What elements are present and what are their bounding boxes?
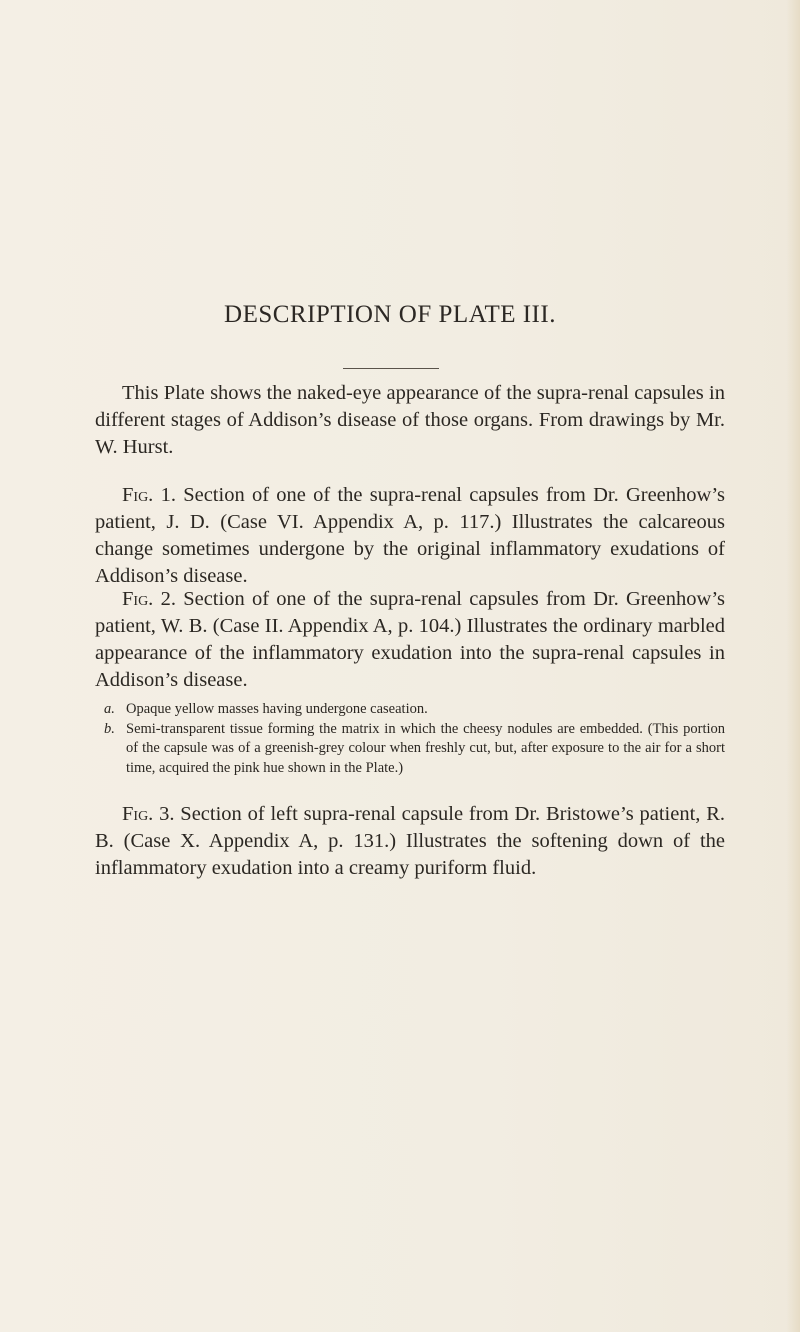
figure-2-notes: [95, 700, 725, 778]
note-a-text: Opaque yellow masses having undergone caseation.: [126, 701, 428, 717]
figure-2-paragraph: [95, 586, 725, 694]
figure-3-label: Fig.: [122, 803, 154, 825]
page-edge-shadow: [786, 0, 800, 1332]
note-b: [95, 720, 725, 779]
figure-1-paragraph: [95, 482, 725, 590]
figure-3-paragraph: [95, 801, 725, 882]
figure-1-label: Fig.: [122, 484, 154, 506]
figure-3-text: 3. Section of left supra-renal capsule from Dr. Bristowe’s patient, R. B. (Case X. Appendix A, p. 131.) Illustrates the softening down of the inflammatory exudation into a creamy puriform fluid.: [95, 803, 725, 879]
note-a: [95, 700, 725, 720]
figure-2-label: Fig.: [122, 588, 154, 610]
note-b-letter: b.: [104, 720, 115, 737]
intro-paragraph: This Plate shows the naked-eye appearance of the supra-renal capsules in different stages of Addison’s disease of those organs. From drawings by Mr. W. Hurst.: [95, 382, 725, 458]
figure-1-text: 1. Section of one of the supra-renal capsules from Dr. Greenhow’s patient, J. D. (Case VI. Appendix A, p. 117.) Illustrates the calcareous change sometimes undergone by the original inflammatory exudations of Addison’s disease.: [95, 484, 726, 587]
page-title: DESCRIPTION OF PLATE III.: [224, 301, 556, 328]
note-a-letter: a.: [104, 701, 115, 717]
figure-2-text: 2. Section of one of the supra-renal capsules from Dr. Greenhow’s patient, W. B. (Case II. Appendix A, p. 104.) Illustrates the ordinary marbled appearance of the inflammatory exudation into the supra-renal capsules in Addison’s disease.: [95, 588, 726, 691]
title-divider: [343, 368, 439, 369]
note-b-text: Semi-transparent tissue forming the matrix in which the cheesy nodules are embedded. (This portion of the capsule was of a greenish-grey colour when freshly cut, but, after exposure to the air for a short time, acquired the pink hue shown in the Plate.): [126, 720, 725, 776]
